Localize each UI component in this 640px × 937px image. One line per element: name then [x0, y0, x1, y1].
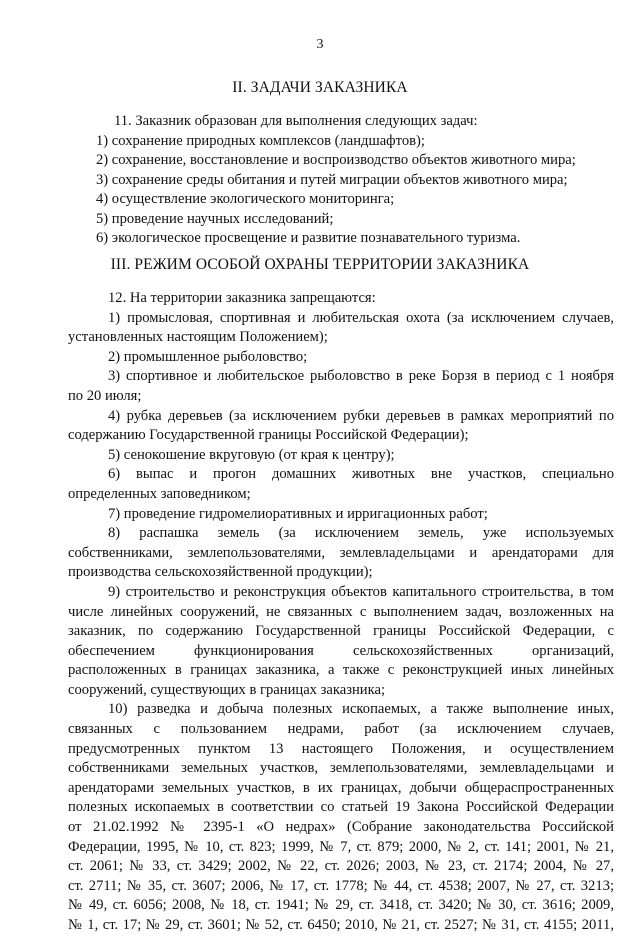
- body-line: 3) спортивное и любительское рыболовство в реке Борзя в период с 1 ноября: [108, 368, 614, 385]
- prohibitions-intro: 12. На территории заказника запрещаются:: [108, 290, 376, 306]
- body-line: производства сельскохозяйственной продукции);: [68, 564, 373, 581]
- body-line: 1) промысловая, спортивная и любительская охота (за исключением случаев,: [108, 309, 614, 326]
- section-3-body: [68, 290, 614, 937]
- task-item: 5) проведение научных исследований;: [96, 210, 334, 227]
- body-line: от 21.02.1992 № 2395-1 «О недрах» (Собрание законодательства Российской: [68, 819, 614, 836]
- body-line: № 49, ст. 6056; 2008, № 18, ст. 1941; № 29, ст. 3418, ст. 3420; № 30, ст. 3616; 2009,: [68, 897, 614, 914]
- body-line: собственниками земельных участков, землепользователями, землевладельцами и: [68, 760, 614, 777]
- body-line: 10) разведка и добыча полезных ископаемых, а также выполнение иных,: [108, 701, 614, 718]
- task-item: 6) экологическое просвещение и развитие познавательного туризма.: [96, 230, 521, 246]
- body-line: № 1, ст. 17; № 29, ст. 3601; № 52, ст. 6450; 2010, № 21, ст. 2527; № 31, ст. 4155; 2011,: [68, 917, 614, 933]
- body-line: 9) строительство и реконструкция объектов капитального строительства, в том: [108, 583, 614, 600]
- body-line: 7) проведение гидромелиоративных и ирригационных работ;: [108, 505, 488, 522]
- body-line: расположенных в границах заказника, а также с реконструкцией иных линейных: [68, 662, 614, 679]
- body-line: установленных настоящим Положением);: [68, 329, 328, 346]
- body-line: полезных ископаемых в соответствии со статьей 19 Закона Российской Федерации: [68, 799, 614, 816]
- body-line: ст. 2061; № 33, ст. 3429; 2002, № 22, ст. 2026; 2003, № 23, ст. 2174; 2004, № 27,: [68, 858, 614, 875]
- body-line: числе линейных сооружений, не связанных с выполнением задач, возложенных на: [68, 603, 614, 620]
- body-line: заказник, по содержанию Государственной границы Российской Федерации, с: [68, 623, 614, 640]
- section-2-title: II. ЗАДАЧИ ЗАКАЗНИКА: [232, 79, 408, 96]
- body-line: собственниками, землепользователями, землевладельцами и арендаторами для: [68, 544, 614, 561]
- body-line: связанных с пользованием недрами, работ (за исключением случаев,: [68, 721, 614, 738]
- body-line: 4) рубка деревьев (за исключением рубки деревьев в рамках мероприятий по: [108, 407, 614, 424]
- task-item: 2) сохранение, восстановление и воспроизводство объектов животного мира;: [96, 152, 576, 168]
- body-line: обеспечением функционирования сельскохозяйственных организаций,: [68, 642, 614, 659]
- body-line: содержанию Государственной границы Российской Федерации);: [68, 427, 469, 444]
- body-line: ст. 2711; № 35, ст. 3607; 2006, № 17, ст. 1778; № 44, ст. 4538; 2007, № 27, ст. 3213;: [68, 877, 614, 894]
- task-item: 1) сохранение природных комплексов (ландшафтов);: [96, 132, 425, 149]
- task-item: 3) сохранение среды обитания и путей миграции объектов животного мира;: [96, 171, 568, 188]
- body-line: 5) сенокошение вкруговую (от края к центру);: [108, 446, 395, 463]
- body-line: арендаторами земельных участков, в их границах, добычи общераспространенных: [68, 779, 614, 796]
- body-line: Федерации, 1995, № 10, ст. 823; 1999, № 7, ст. 879; 2000, № 2, ст. 141; 2001, № 21,: [68, 838, 614, 855]
- section-3-title: III. РЕЖИМ ОСОБОЙ ОХРАНЫ ТЕРРИТОРИИ ЗАКАЗНИКА: [110, 256, 530, 273]
- page-number: 3: [316, 37, 324, 52]
- body-line: по 20 июля;: [68, 387, 142, 404]
- body-line: 2) промышленное рыболовство;: [108, 348, 308, 365]
- body-line: определенных заповедником;: [68, 485, 251, 502]
- body-line: 8) распашка земель (за исключением земель, уже используемых: [108, 525, 614, 542]
- body-line: 6) выпас и прогон домашних животных вне участков, специально: [108, 466, 614, 483]
- body-line: сооружений, существующих в границах заказника;: [68, 681, 386, 698]
- body-line: предусмотренных пунктом 13 настоящего Положения, и осуществлением: [68, 740, 614, 757]
- task-intro: 11. Заказник образован для выполнения следующих задач:: [114, 113, 478, 129]
- section-2-tasks: [68, 113, 614, 250]
- task-item: 4) осуществление экологического мониторинга;: [96, 191, 395, 207]
